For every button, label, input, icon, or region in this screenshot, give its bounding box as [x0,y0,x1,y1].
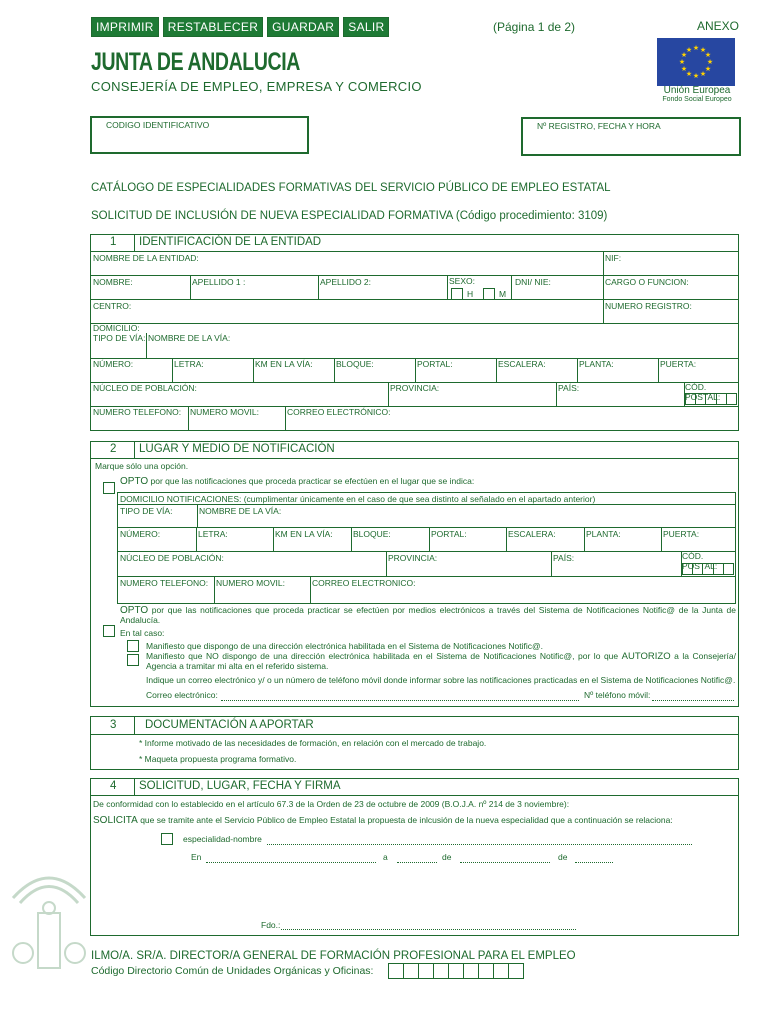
conformidad-text: De conformidad con lo establecido en el artículo 67.3 de la Orden de 23 de octubre de 2009 (B.O.J.A. nº 214 de 3 noviembre): [93,799,570,809]
section-4-title: SOLICITUD, LUGAR, FECHA Y FIRMA [139,780,341,792]
doc-item-1: * Informe motivado de las necesidades de formación, en relación con el mercado de trabajo. [139,738,487,748]
domicilio-label: DOMICILIO: [93,323,140,333]
section-1 [90,234,739,431]
correo-electronico-input[interactable] [221,700,579,701]
telefono-movil-input[interactable] [652,700,734,701]
telefono-movil-label: Nº teléfono móvil: [584,690,651,700]
svg-text:★: ★ [680,51,688,59]
sexo-h-label: H [467,289,474,299]
svg-text:★: ★ [678,58,686,66]
en-label: En [191,852,202,862]
tipo-via-label: TIPO DE VÍA: [93,333,146,343]
movil-label: NUMERO MOVIL: [190,407,259,417]
centro-label: CENTRO: [93,301,132,311]
opto2-checkbox[interactable] [103,625,115,637]
svg-text:★: ★ [704,51,712,59]
svg-text:★: ★ [699,70,707,78]
junta-logo-text: JUNTA DE ANDALUCIA [91,48,300,76]
cargo-label: CARGO O FUNCION: [605,277,689,287]
catalogo-title: CATÁLOGO DE ESPECIALIDADES FORMATIVAS DEL SERVICIO PÚBLICO DE EMPLEO ESTATAL [91,182,611,194]
section-4 [90,778,739,936]
dia-input[interactable] [397,862,437,863]
anexo-label: ANEXO [697,19,740,33]
km-label: KM EN LA VÍA: [255,359,313,369]
notif-telefono-label: NUMERO TELEFONO: [120,578,209,588]
notif-numero-label: NÚMERO: [120,529,161,539]
notif-nucleo-label: NÚCLEO DE POBLACIÓN: [120,553,224,563]
svg-text:★: ★ [692,44,700,52]
notif-portal-label: PORTAL: [431,529,467,539]
notif-provincia-label: PROVINCIA: [388,553,438,563]
nombre-label: NOMBRE: [93,277,133,287]
num-registro-label: NUMERO REGISTRO: [605,301,692,311]
notif-nombre-via-label: NOMBRE DE LA VÍA: [199,506,282,516]
indique-text: Indique un correo electrónico y/ o un número de teléfono móvil donde informar sobre las notificaciones practicadas en el Sistema de Notificaciones Notific@. [146,675,736,685]
svg-text:★: ★ [680,65,688,73]
nucleo-label: NÚCLEO DE POBLACIÓN: [93,383,197,393]
svg-text:★: ★ [706,58,714,66]
registro-box[interactable] [521,117,741,156]
correo-label: CORREO ELECTRÓNICO: [287,407,391,417]
de1-label: de [442,852,452,862]
section-2 [90,441,739,707]
svg-text:★: ★ [692,72,700,80]
section-3-title: DOCUMENTACIÓN A APORTAR [145,719,314,731]
notif-correo-label: CORREO ELECTRONICO: [312,578,416,588]
eu-sublabel: Fondo Social Europeo [662,96,732,103]
salir-button[interactable]: SALIR [343,17,389,37]
escalera-label: ESCALERA: [498,359,546,369]
director-general-text: ILMO/A. SR/A. DIRECTOR/A GENERAL DE FORMACIÓN PROFESIONAL PARA EL EMPLEO [91,950,576,962]
sexo-m-label: M [499,289,507,299]
apellido2-label: APELLIDO 2: [320,277,372,287]
manifiesto1-checkbox[interactable] [127,640,139,652]
domicilio-notif-label: DOMICILIO NOTIFICACIONES: (cumplimentar únicamente en el caso de que sea distinto al señalado en el apartado anterior) [120,494,596,504]
notif-km-label: KM EN LA VÍA: [275,529,333,539]
section-4-number: 4 [110,780,117,792]
registro-label: Nº REGISTRO, FECHA Y HORA [537,121,661,131]
solicitud-title: SOLICITUD DE INCLUSIÓN DE NUEVA ESPECIALIDAD FORMATIVA (Código procedimiento: 3109) [91,210,608,222]
toolbar [91,17,389,37]
consejeria-title: CONSEJERÍA DE EMPLEO, EMPRESA Y COMERCIO [91,79,422,94]
dni-label: DNI/ NIE: [515,277,551,287]
codigo-label: CODIGO IDENTIFICATIVO [106,120,210,130]
restablecer-button[interactable]: RESTABLECER [163,17,263,37]
planta-label: PLANTA: [579,359,614,369]
especialidad-input[interactable] [267,844,692,845]
notif-tipo-via-label: TIPO DE VÍA: [120,506,173,516]
letra-label: LETRA: [174,359,204,369]
opto1-checkbox[interactable] [103,482,115,494]
correo-electronico-label: Correo electrónico: [146,690,218,700]
page-number: (Página 1 de 2) [493,20,576,34]
puerta-label: PUERTA: [660,359,697,369]
apellido1-label: APELLIDO 1 : [192,277,246,287]
junta-watermark-icon [8,858,90,988]
nombre-entidad-label: NOMBRE DE LA ENTIDAD: [93,253,199,263]
notif-pais-label: PAÍS: [553,553,575,563]
notif-cp-label: CÓD. POSTAL: [682,551,718,571]
opto2-text: OPTO por que las notificaciones que proceda practicar se efectúen por medios electrónicos a través del Sistema de Notificaciones Notific@ de la Junta de Andalucía. [120,605,736,625]
section-3 [90,716,739,770]
notif-escalera-label: ESCALERA: [508,529,556,539]
telefono-label: NUMERO TELEFONO: [93,407,182,417]
svg-text:★: ★ [685,46,693,54]
portal-label: PORTAL: [417,359,453,369]
domicilio-notif-box [117,492,736,604]
manifiesto2-text: Manifiesto que NO dispongo de una dirección electrónica habilitada en el Sistema de Notificaciones Notific@, por lo que AUTORIZO a la Consejería/ Agencia a tramitar mi alta en el referido sistema. [146,651,736,671]
nombre-via-label: NOMBRE DE LA VÍA: [148,333,231,343]
solicita-text: SOLICITA que se tramite ante el Servicio Público de Empleo Estatal la propuesta de inlcusión de la nueva especialidad que a continuación se relaciona: [93,815,673,826]
eu-label: Unión Europea [663,85,731,96]
manifiesto1-text: Manifiesto que dispongo de una dirección electrónica habilitada en el Sistema de Notificaciones Notific@. [146,641,544,651]
lugar-input[interactable] [206,862,376,863]
firma-input[interactable] [281,929,576,930]
codigo-box[interactable] [90,116,309,154]
de2-label: de [558,852,568,862]
notif-letra-label: LETRA: [198,529,228,539]
sexo-label: SEXO: [449,276,475,286]
anio-input[interactable] [575,862,613,863]
notif-puerta-label: PUERTA: [663,529,700,539]
section-2-title: LUGAR Y MEDIO DE NOTIFICACIÓN [139,443,335,455]
opto1-text: OPTO por que las notificaciones que proceda practicar se efectúen en el lugar que se indica: [120,476,475,487]
svg-text:★: ★ [685,70,693,78]
section-3-number: 3 [110,719,117,731]
guardar-button[interactable]: GUARDAR [267,17,339,37]
notif-movil-label: NUMERO MOVIL: [216,578,285,588]
marque-text: Marque sólo una opción. [95,461,189,471]
especialidad-label: especialidad-nombre [183,834,262,844]
provincia-label: PROVINCIA: [390,383,440,393]
en-tal-caso: En tal caso: [120,628,165,638]
fdo-label: Fdo.: [261,920,281,930]
mes-input[interactable] [460,862,550,863]
nif-label: NIF: [605,253,622,263]
doc-item-2: * Maqueta propuesta programa formativo. [139,754,297,764]
section-1-number: 1 [110,236,117,248]
cp-label: CÓD. POSTAL: [685,382,721,402]
imprimir-button[interactable]: IMPRIMIR [91,17,159,37]
section-1-title: IDENTIFICACIÓN DE LA ENTIDAD [139,236,322,248]
codigo-directorio-label: Código Directorio Común de Unidades Orgánicas y Oficinas: [91,965,374,977]
cp-boxes[interactable] [685,393,737,405]
a-label: a [383,852,388,862]
svg-text:★: ★ [704,65,712,73]
especialidad-checkbox[interactable] [161,833,173,845]
pais-label: PAÍS: [558,383,580,393]
svg-text:★: ★ [699,46,707,54]
numero-label: NÚMERO: [93,359,134,369]
notif-planta-label: PLANTA: [586,529,621,539]
notif-bloque-label: BLOQUE: [353,529,391,539]
manifiesto2-checkbox[interactable] [127,654,139,666]
section-2-number: 2 [110,443,117,455]
codigo-directorio-boxes[interactable] [388,963,524,979]
notif-cp-boxes[interactable] [682,563,734,575]
eu-flag-icon [657,38,735,86]
bloque-label: BLOQUE: [336,359,374,369]
